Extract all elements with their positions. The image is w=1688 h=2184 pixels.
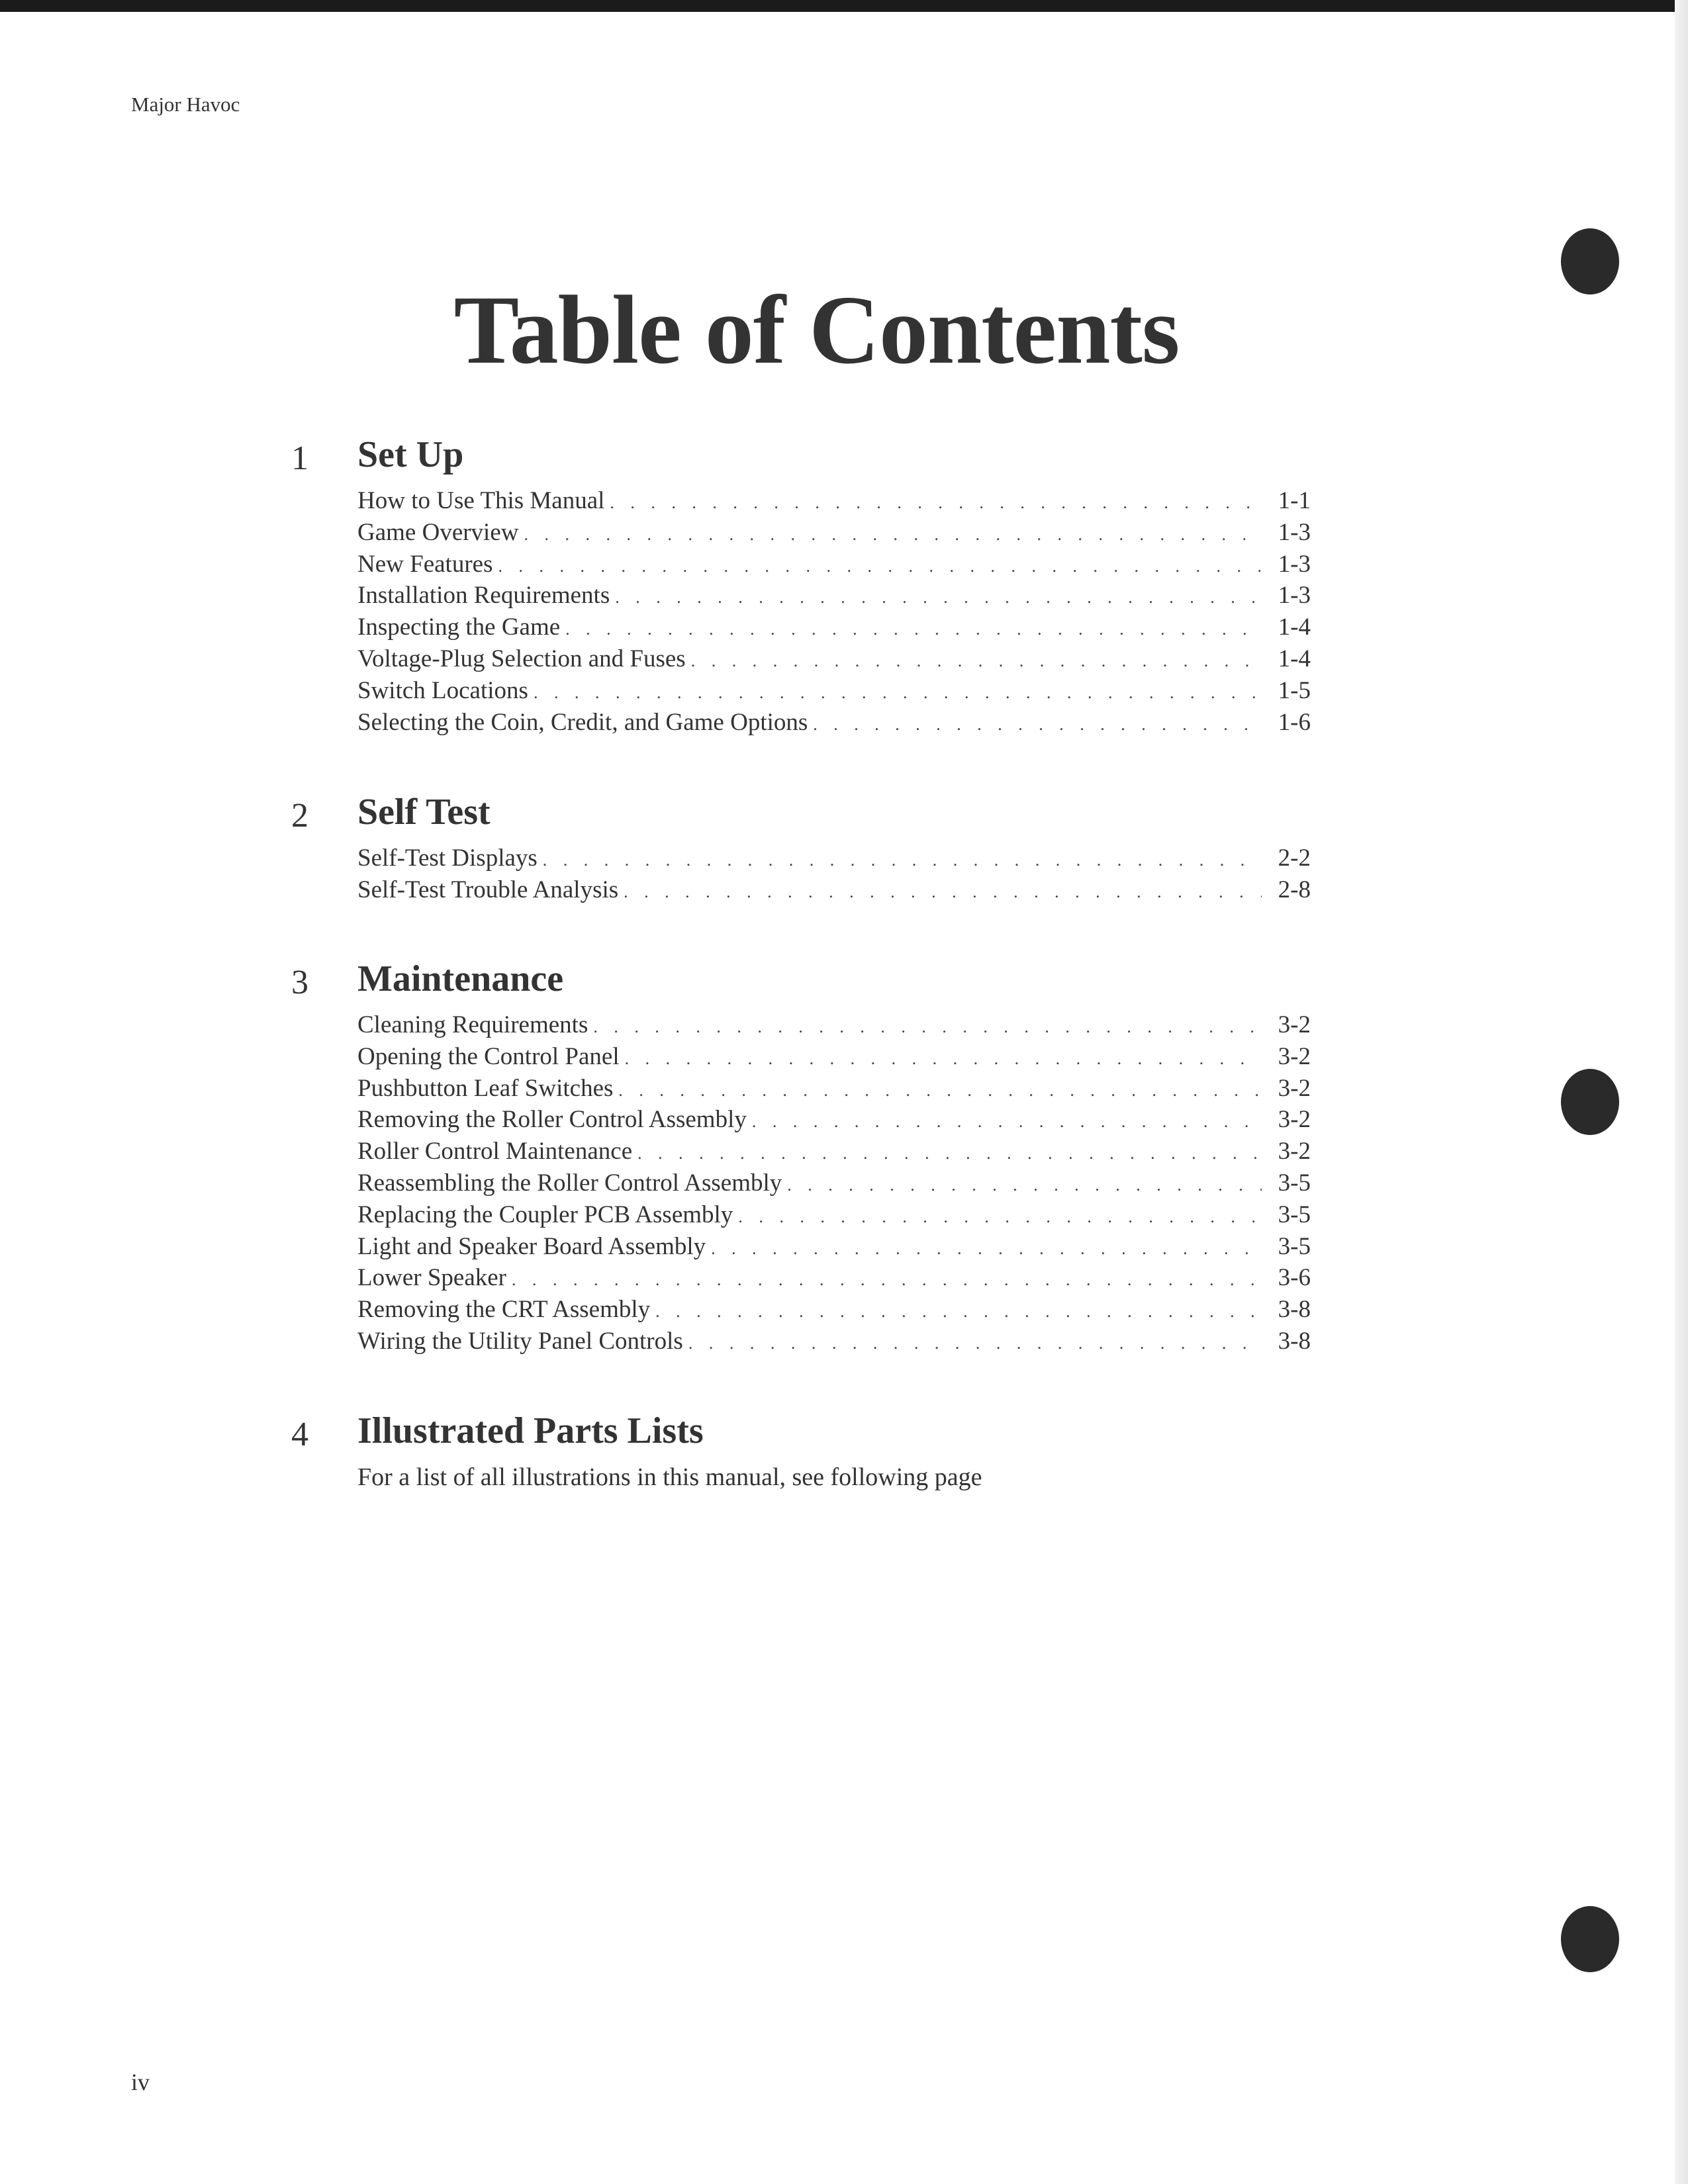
entry-title: Light and Speaker Board Assembly bbox=[357, 1232, 706, 1260]
toc-entry[interactable] bbox=[357, 1105, 1311, 1137]
dot-leader bbox=[615, 588, 1262, 608]
entry-title: Pushbutton Leaf Switches bbox=[357, 1074, 614, 1102]
entry-page-number: 3-8 bbox=[1278, 1296, 1311, 1324]
entry-page-number: 3-5 bbox=[1278, 1232, 1311, 1260]
toc-entry[interactable] bbox=[357, 1042, 1311, 1074]
dot-leader bbox=[752, 1112, 1262, 1132]
entry-page-number: 1-3 bbox=[1278, 582, 1311, 610]
entry-page-number: 3-6 bbox=[1278, 1264, 1311, 1292]
toc-entry[interactable] bbox=[357, 1137, 1311, 1169]
dot-leader bbox=[738, 1207, 1262, 1227]
entry-title: Game Overview bbox=[357, 518, 519, 546]
entry-title: Voltage-Plug Selection and Fuses bbox=[357, 645, 686, 672]
toc-section-illustrated-parts-lists bbox=[291, 1410, 1350, 1492]
dot-leader bbox=[787, 1175, 1262, 1195]
dot-leader bbox=[711, 1239, 1262, 1259]
toc-entry[interactable] bbox=[357, 1011, 1311, 1042]
dot-leader bbox=[565, 619, 1262, 639]
section-heading bbox=[291, 1410, 1350, 1463]
entry-page-number: 3-5 bbox=[1278, 1201, 1311, 1228]
dot-leader bbox=[691, 651, 1262, 671]
scan-top-edge bbox=[0, 0, 1688, 12]
dot-leader bbox=[625, 1049, 1262, 1069]
entry-title: New Features bbox=[357, 550, 493, 578]
dot-leader bbox=[637, 1144, 1262, 1163]
dot-leader bbox=[524, 525, 1262, 545]
toc-entry[interactable] bbox=[357, 518, 1311, 550]
entry-title: Self-Test Displays bbox=[357, 844, 538, 872]
entry-title: Reassembling the Roller Control Assembly bbox=[357, 1169, 782, 1197]
toc-entry-list bbox=[357, 1011, 1311, 1359]
entry-page-number: 3-2 bbox=[1278, 1074, 1311, 1102]
dot-leader bbox=[624, 882, 1262, 902]
section-heading bbox=[291, 433, 1350, 486]
entry-page-number: 2-2 bbox=[1278, 844, 1311, 872]
entry-title: How to Use This Manual bbox=[357, 487, 605, 514]
toc-entry[interactable] bbox=[357, 486, 1311, 518]
entry-page-number: 3-2 bbox=[1278, 1106, 1311, 1134]
dot-leader bbox=[813, 715, 1262, 735]
entry-title: Opening the Control Panel bbox=[357, 1042, 620, 1070]
entry-page-number: 1-5 bbox=[1278, 676, 1311, 704]
toc-entry[interactable] bbox=[357, 613, 1311, 645]
entry-page-number: 3-2 bbox=[1278, 1011, 1311, 1038]
dot-leader bbox=[593, 1017, 1262, 1037]
entry-title: Inspecting the Game bbox=[357, 614, 561, 641]
toc-section-self-test bbox=[291, 791, 1350, 907]
toc-section-maintenance bbox=[291, 958, 1350, 1359]
toc-entry-list bbox=[357, 844, 1311, 907]
dot-leader bbox=[534, 683, 1262, 703]
toc-entry[interactable] bbox=[357, 1295, 1311, 1327]
binder-hole bbox=[1561, 1069, 1619, 1135]
page-folio: iv bbox=[131, 2069, 150, 2095]
toc-entry[interactable] bbox=[357, 550, 1311, 582]
toc-entry[interactable] bbox=[357, 1232, 1311, 1264]
dot-leader bbox=[618, 1081, 1262, 1101]
binder-hole bbox=[1561, 1906, 1619, 1972]
entry-title: Self-Test Trouble Analysis bbox=[357, 876, 619, 903]
running-header: Major Havoc bbox=[131, 93, 240, 116]
toc-entry[interactable] bbox=[357, 1074, 1311, 1106]
entry-title: Removing the Roller Control Assembly bbox=[357, 1106, 747, 1134]
dot-leader bbox=[512, 1270, 1262, 1290]
dot-leader bbox=[655, 1302, 1262, 1322]
entry-title: Installation Requirements bbox=[357, 582, 610, 610]
section-heading bbox=[291, 791, 1350, 844]
entry-page-number: 1-3 bbox=[1278, 518, 1311, 546]
entry-title: Wiring the Utility Panel Controls bbox=[357, 1327, 683, 1355]
toc-entry[interactable] bbox=[357, 645, 1311, 676]
toc-entry[interactable] bbox=[357, 1263, 1311, 1295]
entry-page-number: 1-4 bbox=[1278, 614, 1311, 641]
section-number: 4 bbox=[291, 1416, 308, 1453]
entry-title: Lower Speaker bbox=[357, 1264, 506, 1292]
entry-page-number: 1-6 bbox=[1278, 708, 1311, 736]
entry-title: Replacing the Coupler PCB Assembly bbox=[357, 1201, 733, 1228]
entry-page-number: 3-2 bbox=[1278, 1042, 1311, 1070]
toc-entry[interactable] bbox=[357, 876, 1311, 907]
toc-entry[interactable] bbox=[357, 581, 1311, 613]
section-note: For a list of all illustrations in this manual, see following page bbox=[357, 1463, 982, 1491]
dot-leader bbox=[688, 1334, 1262, 1353]
dot-leader bbox=[498, 557, 1262, 576]
toc-entry[interactable] bbox=[357, 1201, 1311, 1232]
toc-entry[interactable] bbox=[357, 708, 1311, 740]
section-title: Self Test bbox=[357, 792, 491, 833]
toc-entry[interactable] bbox=[357, 1169, 1311, 1201]
entry-title: Removing the CRT Assembly bbox=[357, 1296, 651, 1324]
entry-page-number: 1-1 bbox=[1278, 487, 1311, 514]
entry-title: Cleaning Requirements bbox=[357, 1011, 588, 1038]
entry-title: Roller Control Maintenance bbox=[357, 1138, 633, 1165]
entry-page-number: 3-5 bbox=[1278, 1169, 1311, 1197]
scan-right-edge bbox=[1675, 0, 1688, 2184]
toc-entry-list bbox=[357, 486, 1311, 739]
section-heading bbox=[291, 958, 1350, 1011]
section-number: 2 bbox=[291, 797, 308, 835]
page-title: Table of Contents bbox=[453, 276, 1180, 385]
entry-title: Switch Locations bbox=[357, 676, 528, 704]
section-title: Set Up bbox=[357, 434, 464, 475]
toc-entry[interactable] bbox=[357, 1327, 1311, 1359]
toc-entry[interactable] bbox=[357, 844, 1311, 876]
entry-page-number: 2-8 bbox=[1278, 876, 1311, 903]
dot-leader bbox=[610, 493, 1262, 513]
toc-section-set-up bbox=[291, 433, 1350, 739]
entry-page-number: 1-4 bbox=[1278, 645, 1311, 672]
entry-title: Selecting the Coin, Credit, and Game Options bbox=[357, 708, 808, 736]
section-number: 1 bbox=[291, 439, 308, 477]
dot-leader bbox=[543, 850, 1262, 870]
section-number: 3 bbox=[291, 964, 308, 1001]
section-title: Maintenance bbox=[357, 958, 564, 999]
toc-entry[interactable] bbox=[357, 676, 1311, 708]
entry-page-number: 3-2 bbox=[1278, 1138, 1311, 1165]
entry-page-number: 1-3 bbox=[1278, 550, 1311, 578]
section-title: Illustrated Parts Lists bbox=[357, 1410, 704, 1451]
entry-page-number: 3-8 bbox=[1278, 1327, 1311, 1355]
